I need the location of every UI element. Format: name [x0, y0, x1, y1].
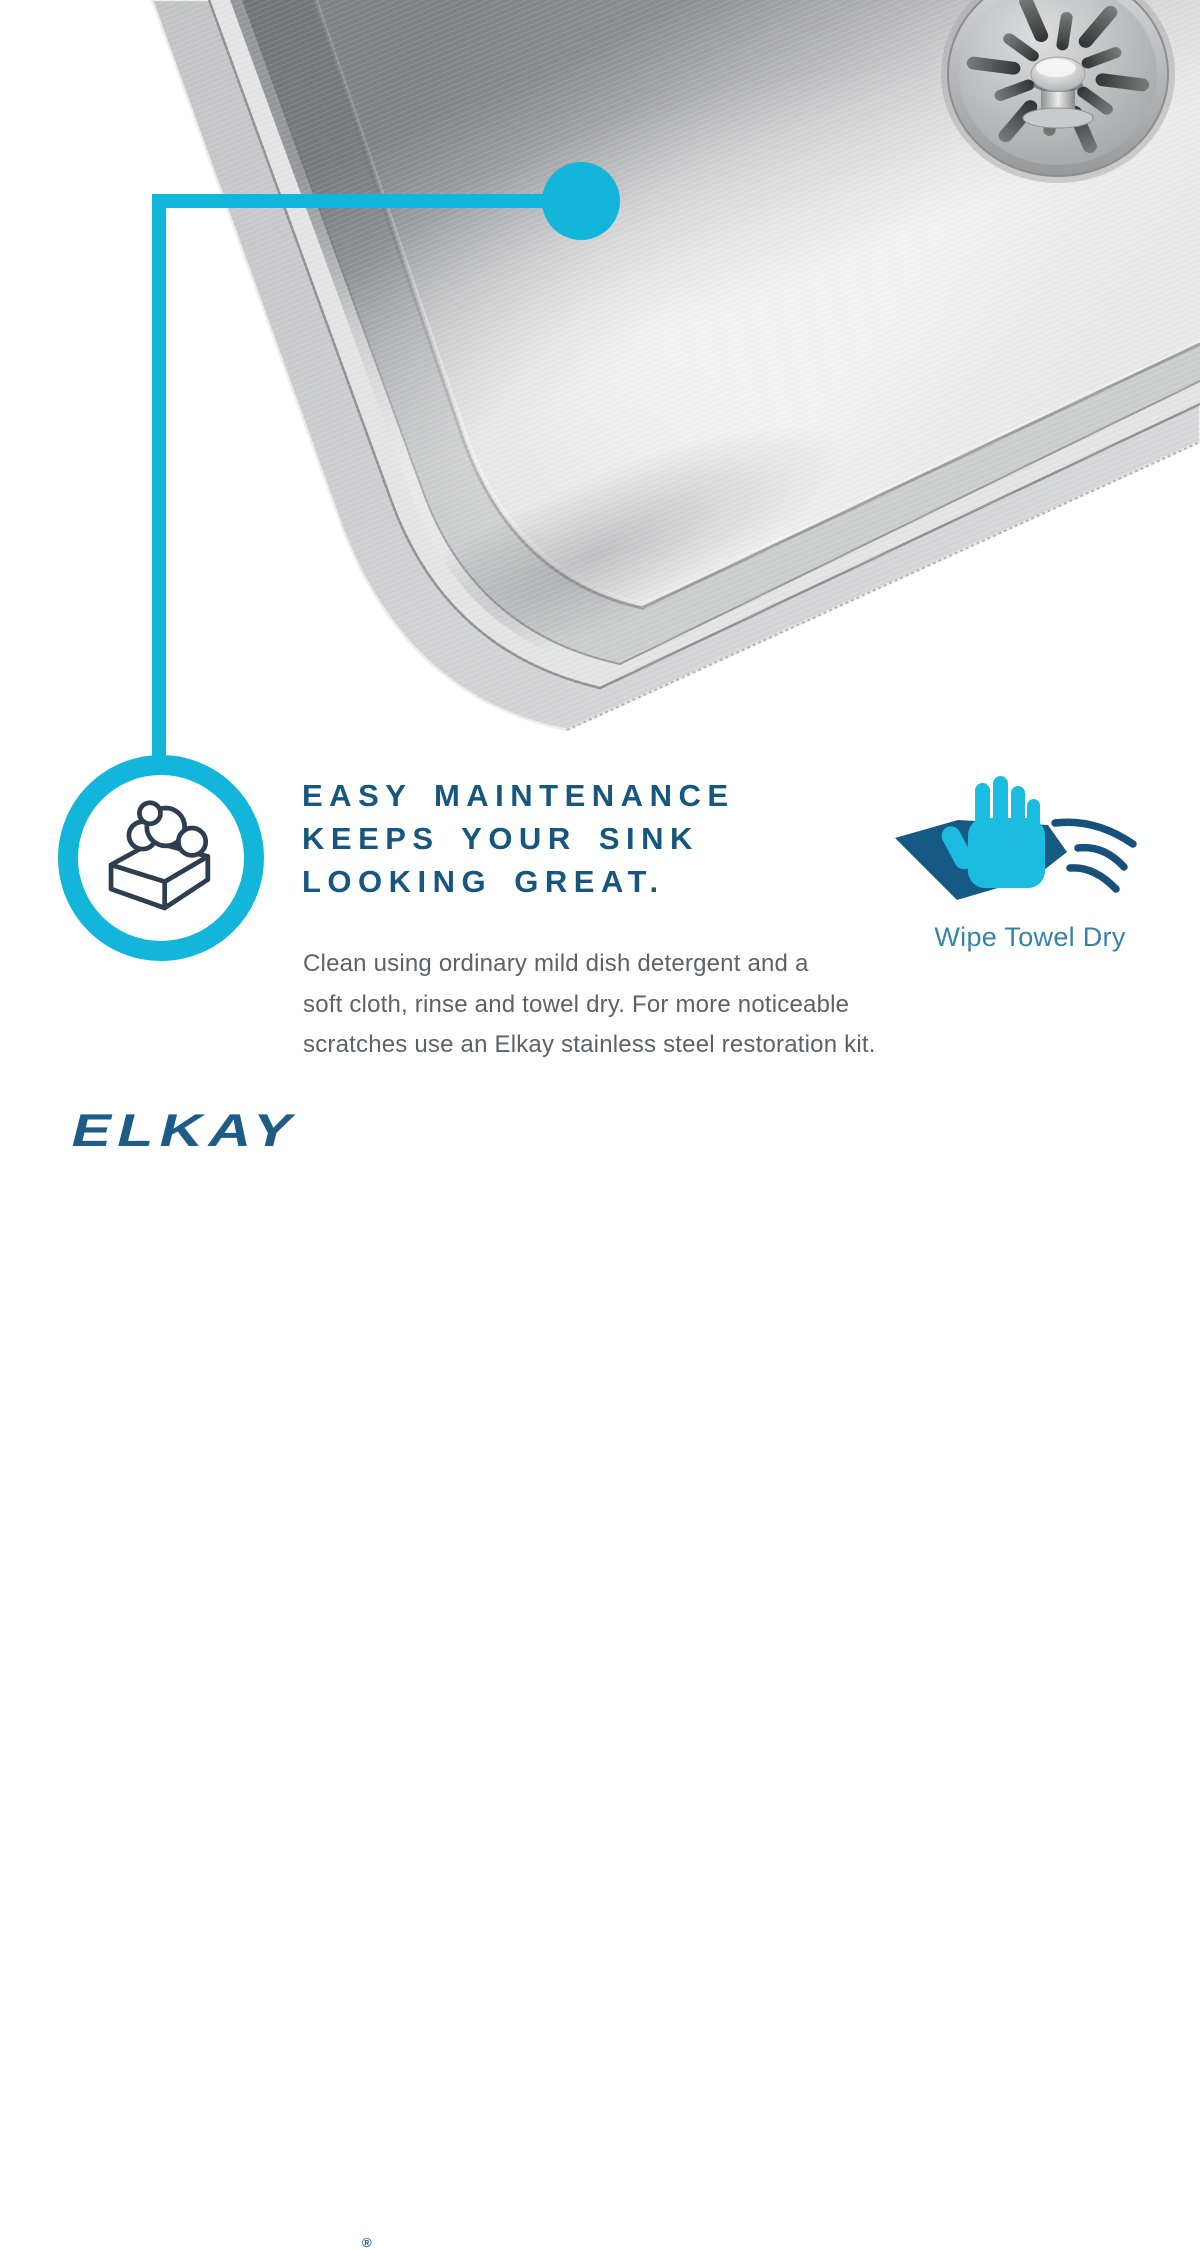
headline-line: EASY MAINTENANCE [302, 778, 735, 813]
soap-badge-circle [58, 755, 264, 961]
soap-bar-icon [90, 787, 232, 929]
callout-dot [542, 162, 620, 240]
logo-wordmark: ELKAY [66, 1104, 306, 1156]
body-text [303, 944, 876, 1066]
headline-line: KEEPS YOUR SINK [302, 821, 699, 856]
motion-lines-icon [1055, 822, 1133, 889]
registered-mark: ® [362, 2235, 372, 2250]
headline [302, 774, 735, 903]
headline-line: LOOKING GREAT. [302, 864, 665, 899]
body-line: soft cloth, rinse and towel dry. For more noticeable [303, 990, 850, 1018]
elkay-logo [66, 1103, 372, 2250]
callout-line-vertical [152, 194, 166, 760]
body-line: scratches use an Elkay stainless steel restoration kit. [303, 1031, 876, 1058]
wipe-towel-label: Wipe Towel Dry [934, 922, 1126, 952]
body-line: Clean using ordinary mild dish detergent and a [303, 950, 809, 977]
callout-line-horizontal [152, 194, 581, 208]
sink-photo [0, 0, 1200, 780]
wipe-towel-hand-icon [878, 768, 1148, 928]
